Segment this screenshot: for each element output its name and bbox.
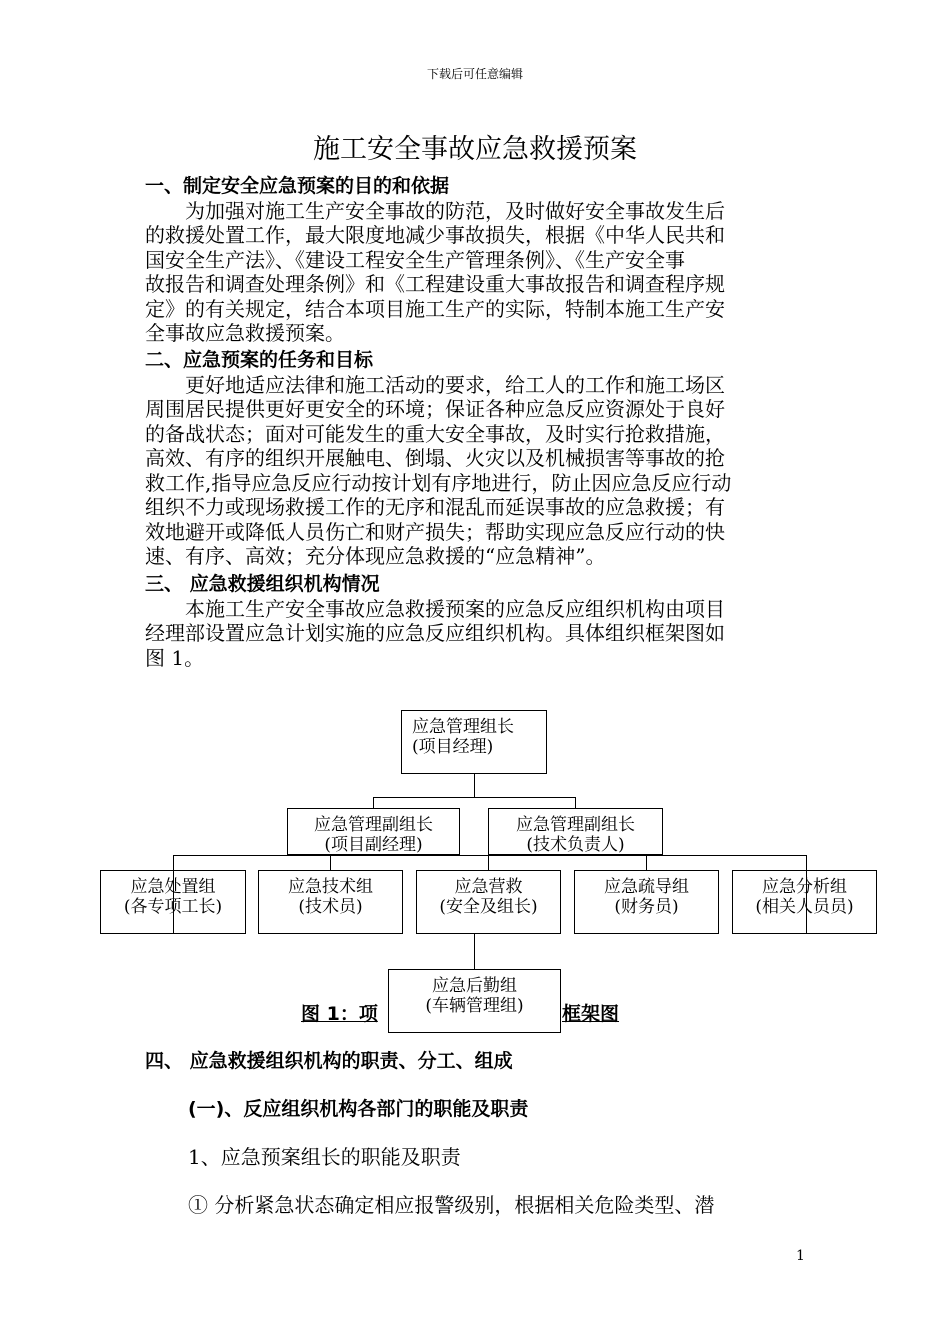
org-box-subtitle: (安全及组长) [439, 897, 538, 917]
org-box-subtitle: (车辆管理组) [425, 996, 524, 1016]
section-1-line: 的救援处置工作，最大限度地减少事故损失，根据《中华人民共和 [145, 223, 725, 247]
section-4-item: ① 分析紧急状态确定相应报警级别，根据相关危险类型、潜 [188, 1193, 715, 1217]
org-box-group-analysis [732, 870, 877, 934]
section-2-line: 效地避开或降低人员伤亡和财产损失；帮助实现应急反应行动的快 [145, 519, 725, 544]
org-box-title: 应急疏导组 [604, 877, 689, 897]
connector-line [330, 855, 331, 870]
section-1-line: 全事故应急救援预案。 [145, 321, 345, 345]
section-1-heading: 一、制定安全应急预案的目的和依据 [145, 175, 450, 197]
section-1-line: 为加强对施工生产安全事故的防范，及时做好安全事故发生后 [185, 198, 725, 223]
section-2-line: 组织不力或现场救援工作的无序和混乱而延误事故的应急救援；有 [145, 495, 725, 519]
section-2-line: 的备战状态；面对可能发生的重大安全事故，及时实行抢救措施， [145, 421, 725, 446]
page-header: 下载后可任意编辑 [426, 67, 523, 81]
section-1-line: 国安全生产法》、《建设工程安全生产管理条例》、《生产安全事 [145, 247, 685, 272]
org-box-subtitle: (财务员) [614, 897, 679, 917]
connector-line [488, 855, 489, 870]
org-box-title: 应急技术组 [288, 877, 373, 897]
connector-line [373, 797, 374, 808]
section-4-item: 1、应急预案组长的职能及职责 [188, 1145, 461, 1169]
connector-line [474, 933, 475, 969]
section-3-line: 经理部设置应急计划实施的应急反应组织机构。具体组织框架图如 [145, 621, 725, 645]
org-box-group-rescue [416, 870, 561, 934]
org-box-logistics [388, 969, 561, 1033]
org-box-title: 应急处置组 [130, 877, 216, 897]
section-4-heading: 四、 应急救援组织机构的职责、分工、组成 [145, 1050, 513, 1072]
org-box-deputy-right [488, 808, 663, 855]
section-2-heading: 二、应急预案的任务和目标 [145, 349, 374, 371]
section-1 [145, 174, 807, 346]
org-box-subtitle: (相关人员员) [755, 897, 854, 917]
org-box-deputy-left [287, 808, 460, 855]
connector-line [575, 797, 576, 808]
section-2-line: 更好地适应法律和施工活动的要求，给工人的工作和施工场区 [185, 372, 725, 397]
section-2-line: 速、有序、高效；充分体现应急救援的“应急精神”。 [145, 544, 606, 568]
org-box-subtitle: (技术负责人) [526, 835, 625, 855]
section-4-subheading: (一)、反应组织机构各部门的职能及职责 [188, 1098, 529, 1120]
figure-caption-left: 图 1：项 [301, 1003, 378, 1025]
org-box-title: 应急管理副组长 [314, 815, 433, 835]
org-box-subtitle: (项目副经理) [324, 835, 423, 855]
section-3 [145, 572, 807, 670]
connector-line [373, 797, 575, 798]
connector-line [474, 774, 475, 797]
org-box-title: 应急营救 [454, 877, 523, 897]
section-3-heading: 三、 应急救援组织机构情况 [145, 573, 380, 595]
document-title: 施工安全事故应急救援预案 [313, 134, 637, 165]
section-1-line: 定》的有关规定，结合本项目施工生产的实际，特制本施工生产安 [145, 296, 725, 321]
org-box-subtitle: (项目经理) [412, 737, 494, 757]
section-2-line: 高效、有序的组织开展触电、倒塌、火灾以及机械损害等事故的抢 [145, 446, 725, 470]
section-2-line: 救工作,指导应急反应行动按计划有序地进行，防止因应急反应行动 [145, 470, 732, 495]
org-box-title: 应急管理组长 [412, 717, 514, 737]
org-box-title: 应急分析组 [762, 877, 847, 897]
figure-caption-right: 框架图 [562, 1003, 620, 1025]
org-box-subtitle: (各专项工长) [123, 897, 223, 917]
org-box-group-disposal [100, 870, 246, 934]
section-2-line: 周围居民提供更好更安全的环境；保证各种应急反应资源处于良好 [145, 397, 725, 421]
section-3-line: 本施工生产安全事故应急救援预案的应急反应组织机构由项目 [185, 596, 725, 621]
org-box-title: 应急后勤组 [432, 976, 517, 996]
page-number: 1 [796, 1248, 805, 1264]
section-2 [145, 348, 807, 569]
org-box-subtitle: (技术员) [298, 897, 363, 917]
connector-line [646, 855, 647, 870]
section-3-line: 图 1。 [145, 645, 205, 670]
section-1-line: 故报告和调查处理条例》和《工程建设重大事故报告和调查程序规 [145, 272, 725, 296]
org-box-title: 应急管理副组长 [516, 815, 635, 835]
org-box-group-evacuation [574, 870, 719, 934]
connector-line [173, 855, 806, 856]
org-box-leader [401, 710, 547, 774]
org-box-group-technical [258, 870, 403, 934]
